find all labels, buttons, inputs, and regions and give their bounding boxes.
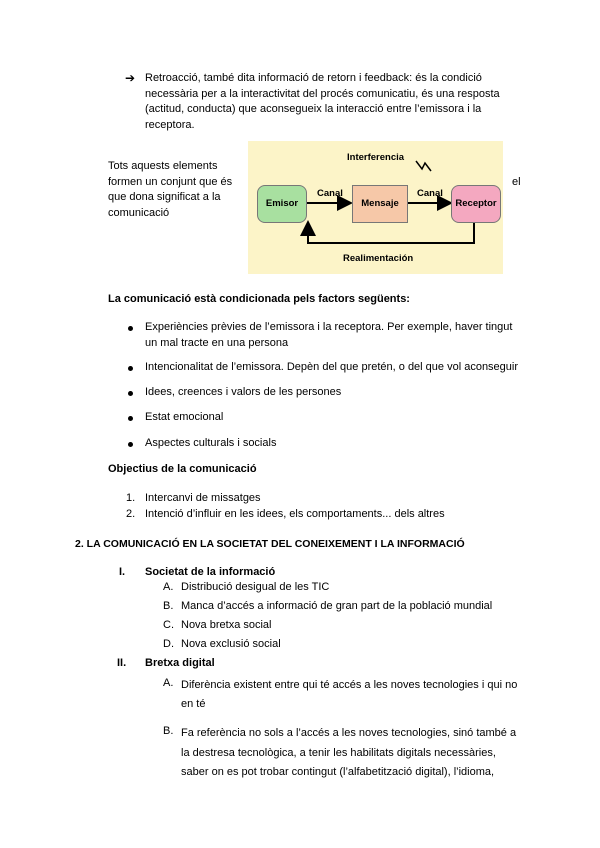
section-title: 2. LA COMUNICACIÓ EN LA SOCIETAT DEL CONEIXEMENT I LA INFORMACIÓ xyxy=(75,538,465,550)
factor-line: un mal tracte en una persona xyxy=(145,336,289,349)
list-item-line: la destresa tecnològica, a tenir les habilitats digitals necessàries, xyxy=(181,746,496,759)
intro-line: comunicació xyxy=(108,206,170,219)
factor-item: Aspectes culturals i socials xyxy=(145,437,277,449)
objective-text: Intenció d’influir en les idees, els comportaments... dels altres xyxy=(145,508,445,520)
subsection-number: I. xyxy=(119,566,126,578)
bullet-icon xyxy=(128,326,133,331)
intro-line: Tots aquests elements xyxy=(108,160,218,172)
subsection-title: Bretxa digital xyxy=(145,657,215,669)
objectives-heading: Objectius de la comunicació xyxy=(108,463,257,475)
list-letter: B. xyxy=(163,725,174,737)
feedback-line: receptora. xyxy=(145,118,195,131)
list-item xyxy=(181,676,527,714)
list-letter: A. xyxy=(163,677,174,689)
intro-tail: el xyxy=(512,176,521,188)
subsection-number: II. xyxy=(117,657,127,669)
list-item: Nova exclusió social xyxy=(181,638,281,650)
list-item-line: Fa referència no sols a l’accés a les noves tecnologies, sinó també a xyxy=(181,727,517,739)
objective-text: Intercanvi de missatges xyxy=(145,492,261,504)
list-letter: C. xyxy=(163,619,174,631)
factor-item: Idees, creences i valors de les persones xyxy=(145,386,342,398)
factor-item: Intencionalitat de l’emissora. Depèn del que pretén, o del que vol aconseguir xyxy=(145,361,519,373)
feedback-line: necessària per a la interactivitat del procés comunicatiu, és una resposta xyxy=(145,87,500,100)
list-item: Nova bretxa social xyxy=(181,619,272,631)
list-item-line: en té xyxy=(181,698,206,710)
interference-zigzag xyxy=(416,161,431,171)
factor-item xyxy=(145,320,530,351)
factor-item: Estat emocional xyxy=(145,411,224,423)
list-letter: D. xyxy=(163,638,174,650)
emisor-box xyxy=(257,185,307,223)
factors-heading: La comunicació està condicionada pels factors següents: xyxy=(108,293,410,305)
feedback-line: Retroacció, també dita informació de retorn i feedback: és la condició xyxy=(145,72,482,84)
list-item-line: Diferència existent entre qui té accés a les noves tecnologies i qui no xyxy=(181,679,518,691)
realimentacion-label: Realimentación xyxy=(343,253,414,264)
canal-label-2: Canal xyxy=(417,188,443,199)
canal-label-1: Canal xyxy=(317,188,343,199)
communication-diagram xyxy=(248,141,503,274)
factor-line: Experiències prèvies de l’emissora i la receptora. Per exemple, haver tingut xyxy=(145,321,513,333)
mensaje-label: Mensaje xyxy=(361,198,399,209)
bullet-icon xyxy=(128,416,133,421)
mensaje-box xyxy=(352,185,408,223)
emisor-label: Emisor xyxy=(265,198,299,209)
receptor-box xyxy=(451,185,501,223)
interferencia-label: Interferencia xyxy=(347,152,405,163)
list-item-line: saber on es pot trobar contingut (l’alfabetització digital), l’idioma, xyxy=(181,766,495,778)
list-letter: A. xyxy=(163,581,174,593)
bullet-icon xyxy=(128,366,133,371)
receptor-label: Receptor xyxy=(455,198,497,209)
subsection-title: Societat de la informació xyxy=(145,566,276,578)
intro-line: formen un conjunt que és xyxy=(108,175,233,188)
feedback-arrow-icon: ➔ xyxy=(125,71,136,85)
list-item xyxy=(181,724,527,783)
feedback-paragraph xyxy=(145,71,527,133)
list-item: Distribució desigual de les TIC xyxy=(181,581,330,593)
objective-number: 2. xyxy=(126,508,136,520)
list-letter: B. xyxy=(163,600,174,612)
feedback-loop-arrow xyxy=(308,221,474,243)
bullet-icon xyxy=(128,442,133,447)
objective-number: 1. xyxy=(126,492,136,504)
feedback-line: (actitud, conducta) que aconsegueix la interacció entre l’emissora i la xyxy=(145,103,482,115)
intro-paragraph xyxy=(108,159,240,221)
bullet-icon xyxy=(128,391,133,396)
intro-line: que dona significat a la xyxy=(108,191,221,203)
list-item: Manca d’accés a informació de gran part de la població mundial xyxy=(181,600,493,612)
